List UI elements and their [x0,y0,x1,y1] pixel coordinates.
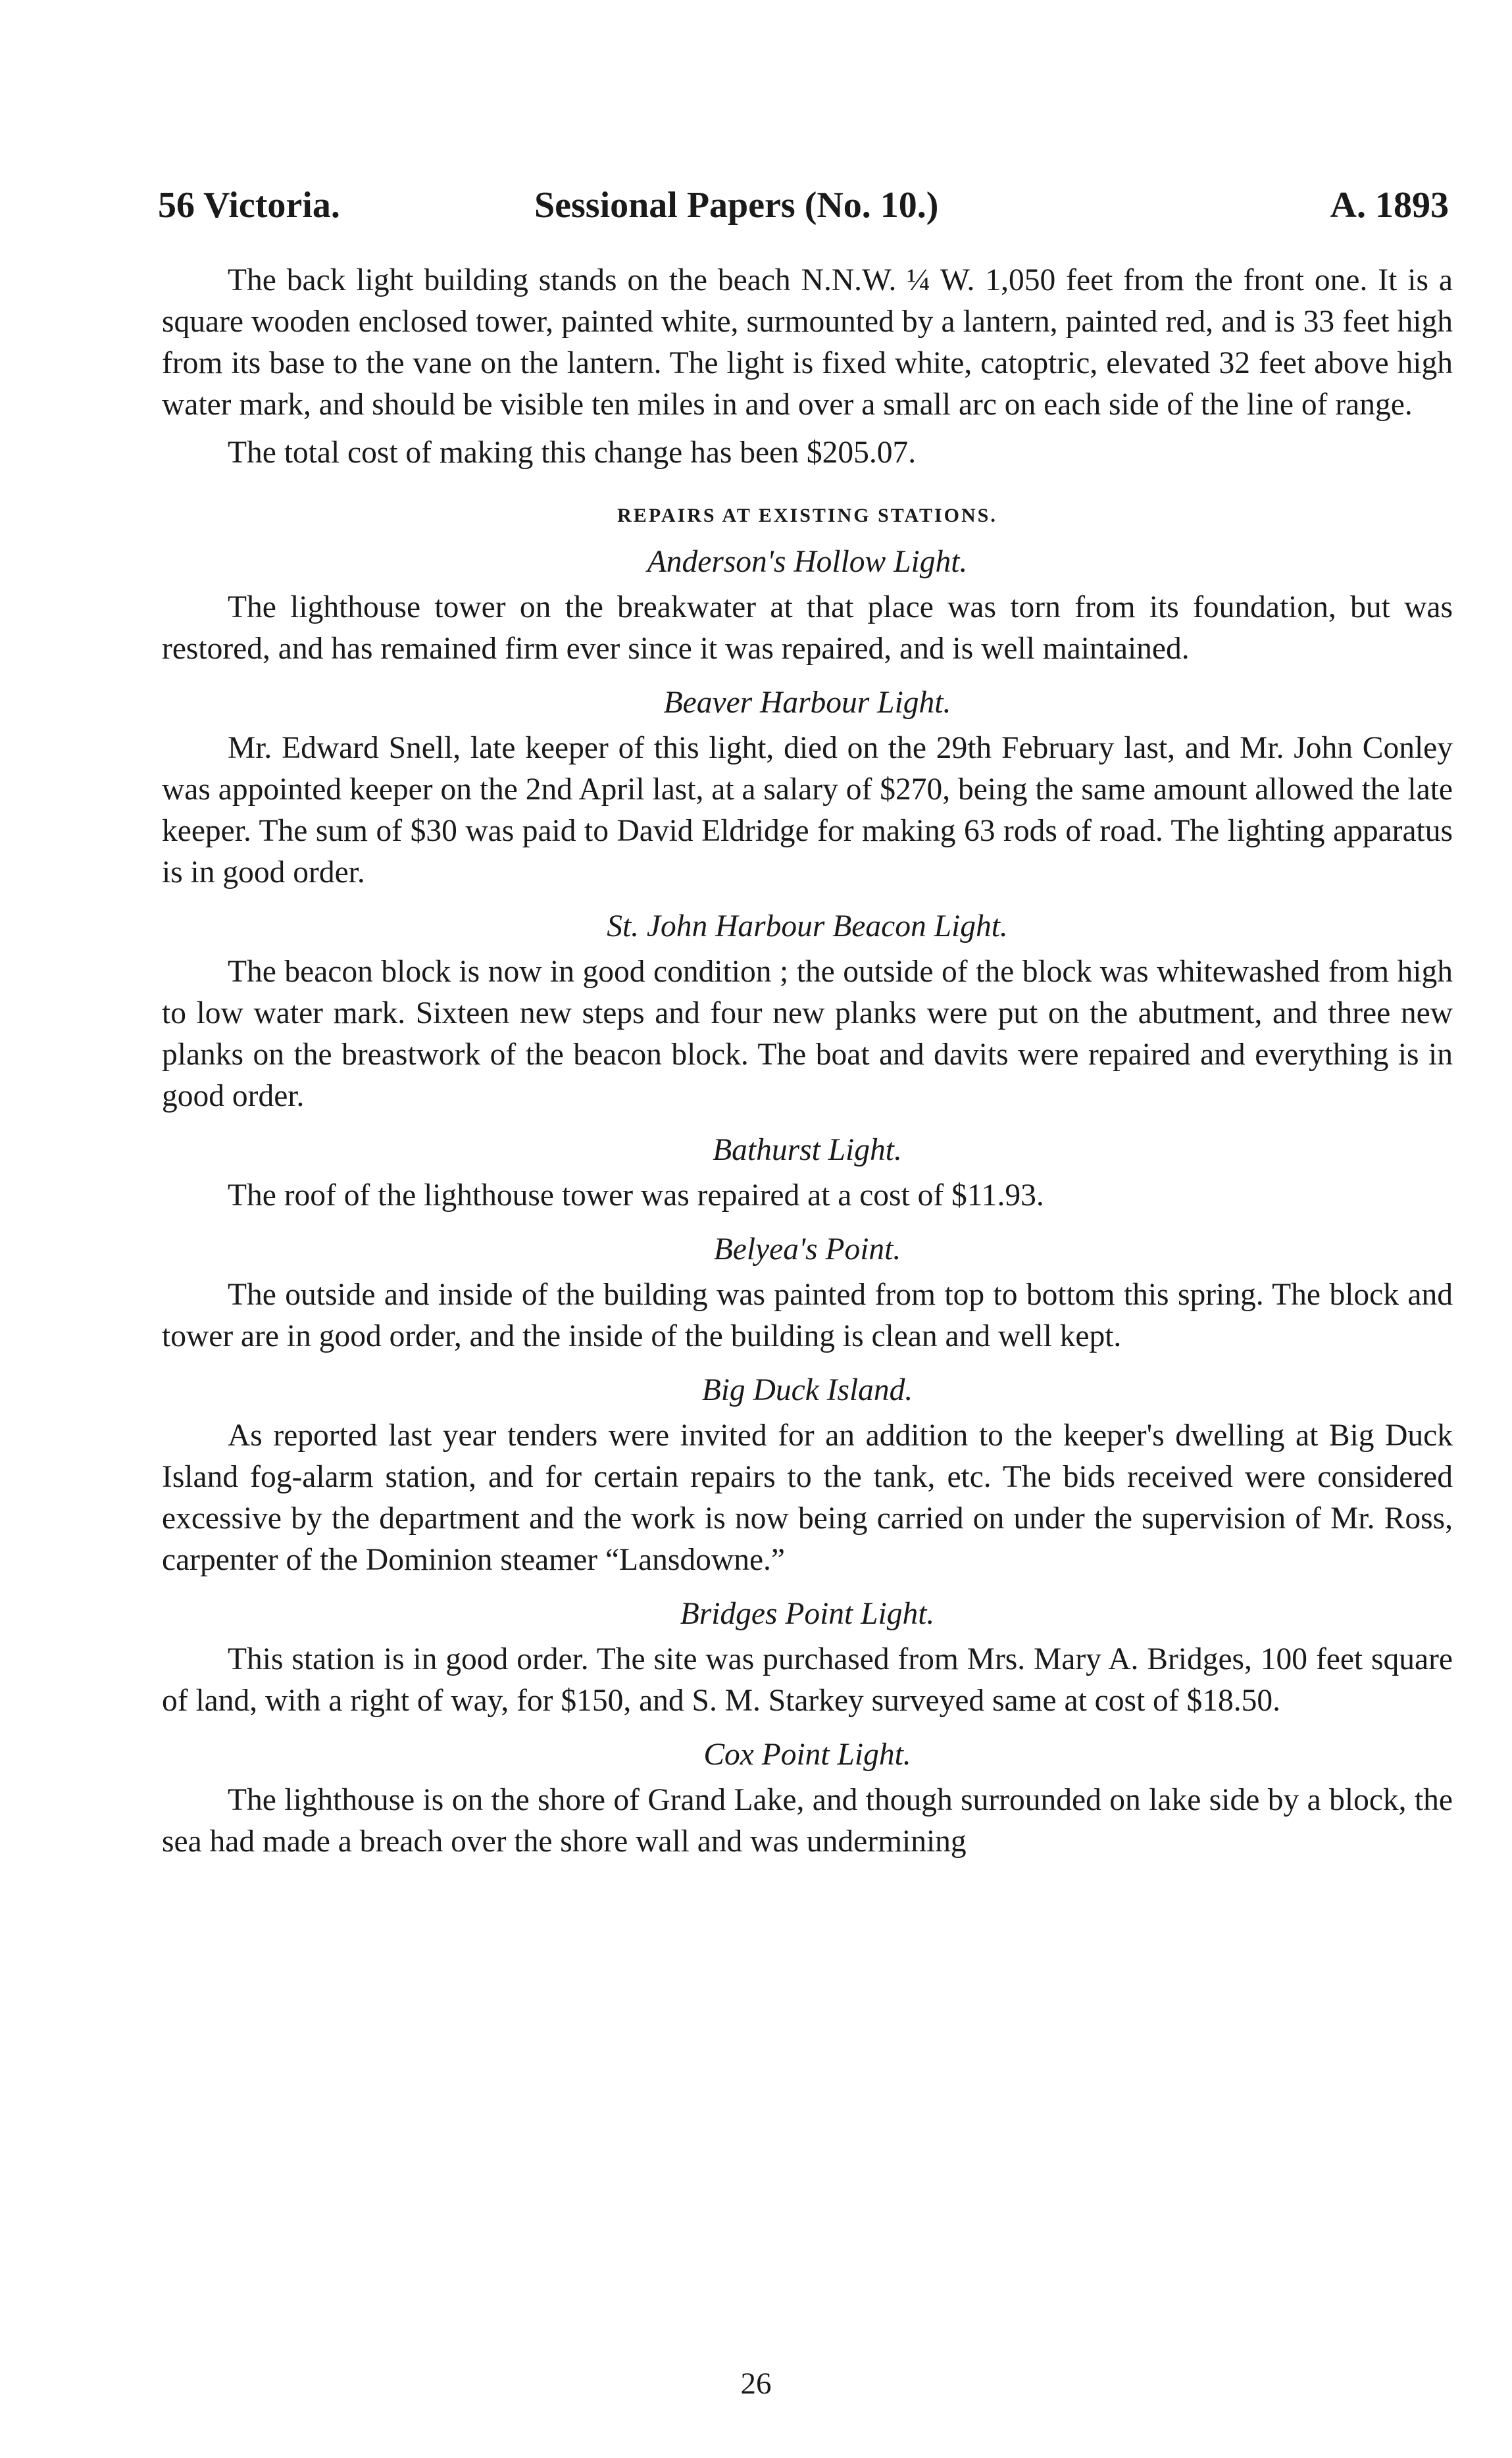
section-title: Bridges Point Light. [680,1597,935,1631]
header-year: A. 1893 [1330,185,1449,226]
section-title: Big Duck Island. [701,1373,913,1407]
section-title: Belyea's Point. [713,1232,901,1267]
section-paragraph: The roof of the lighthouse tower was repaired at a cost of $11.93. [228,1178,1044,1213]
section-paragraph: The beacon block is now in good condition ; the outside of the block was whitewashed from high to low water mark. Sixteen new steps and four new planks were put on the abutment, and three new planks on the breastwork of the beacon block. The boat and davits were repaired and everything is in good order. [162,955,1453,1113]
page-number: 26 [740,2367,772,2401]
page-header [158,184,1449,237]
section-paragraph: This station is in good order. The site was purchased from Mrs. Mary A. Bridges, 100 feet square of land, with a right of way, for $150, and S. M. Starkey surveyed same at cost of $18.50. [162,1642,1453,1718]
header-volume: 56 Victoria. [158,185,340,226]
section-heading: REPAIRS AT EXISTING STATIONS. [617,505,997,526]
section-paragraph: The outside and inside of the building was painted from top to bottom this spring. The block and tower are in good order, and the inside of the building is clean and well kept. [162,1278,1453,1353]
section-paragraph: As reported last year tenders were invited for an addition to the keeper's dwelling at Big Duck Island fog-alarm station, and for certain repairs to the tank, etc. The bids received were considered excessive by the department and the work is now being carried on under the supervision of Mr. Ross, carpenter of the Dominion steamer “Lansdowne.” [162,1418,1453,1577]
section-paragraph: Mr. Edward Snell, late keeper of this light, died on the 29th February last, and Mr. John Conley was appointed keeper on the 2nd April last, at a salary of $270, being the same amount allowed the late keeper. The sum of $30 was paid to David Eldridge for making 63 rods of road. The lighting apparatus is in good order. [162,731,1453,890]
section-title: Anderson's Hollow Light. [647,545,968,579]
intro-cost-paragraph: The total cost of making this change has been $205.07. [228,436,917,470]
header-title: Sessional Papers (No. 10.) [534,185,939,226]
document-body [162,260,1453,1869]
section-title: Cox Point Light. [703,1738,911,1772]
section-title: St. John Harbour Beacon Light. [607,909,1008,943]
section-paragraph: The lighthouse is on the shore of Grand Lake, and though surrounded on lake side by a block, the sea had made a breach over the shore wall and was undermining [162,1783,1453,1859]
section-paragraph: The lighthouse tower on the breakwater at that place was torn from its foundation, but was restored, and has remained firm ever since it was repaired, and is well maintained. [162,590,1453,666]
section-title: Beaver Harbour Light. [663,686,951,720]
section-title: Bathurst Light. [713,1133,902,1167]
intro-paragraph: The back light building stands on the beach N.N.W. ¼ W. 1,050 feet from the front one. It is a square wooden enclosed tower, painted white, surmounted by a lantern, painted red, and is 33 feet high from its base to the vane on the lantern. The light is fixed white, catoptric, elevated 32 feet above high water mark, and should be visible ten miles in and over a small arc on each side of the line of range. [162,263,1453,422]
